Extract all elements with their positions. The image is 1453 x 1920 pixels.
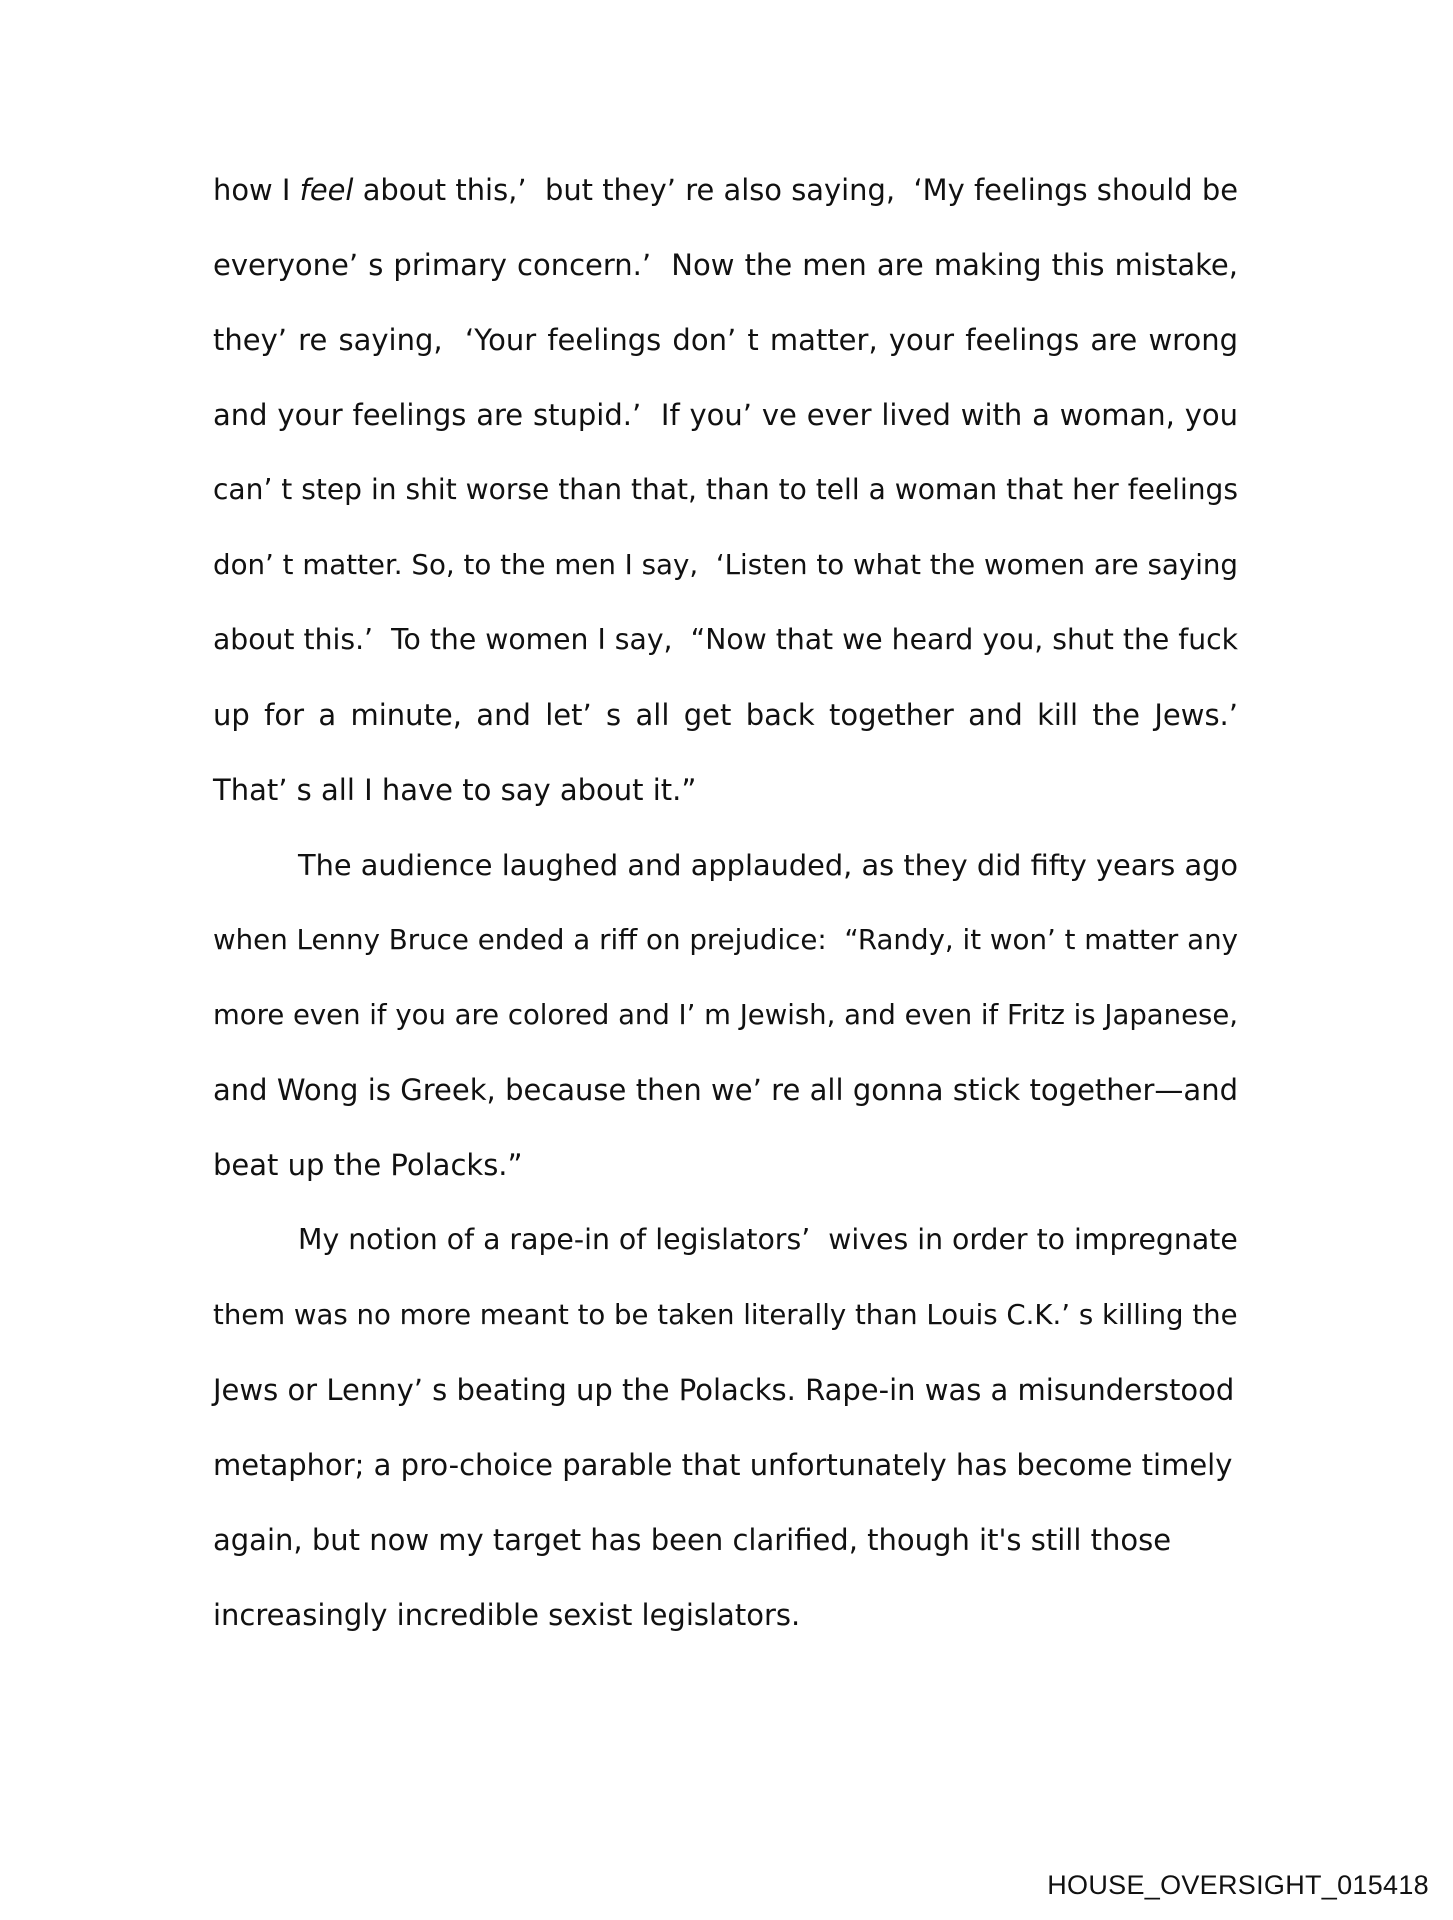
text-line	[213, 1510, 1238, 1585]
text-line	[213, 160, 1238, 235]
text-line	[213, 310, 1238, 385]
text-line	[213, 1285, 1238, 1360]
text-segment: they’ re saying, ‘Your feelings don’ t matter, your feelings are wrong	[213, 323, 1238, 357]
text-line	[213, 535, 1238, 610]
text-line	[213, 235, 1238, 310]
body-text	[213, 160, 1238, 1660]
text-line	[213, 910, 1238, 985]
text-segment: metaphor; a pro-choice parable that unfortunately has become timely	[213, 1448, 1233, 1482]
text-segment: increasingly incredible sexist legislators.	[213, 1598, 801, 1632]
text-segment: about this.’ To the women I say, “Now that we heard you, shut the fuck	[213, 623, 1238, 656]
text-line	[213, 760, 1238, 835]
text-segment: don’ t matter. So, to the men I say, ‘Listen to what the women are saying	[213, 548, 1238, 581]
text-segment: them was no more meant to be taken literally than Louis C.K.’ s killing the	[213, 1298, 1238, 1331]
text-segment: and your feelings are stupid.’ If you’ ve ever lived with a woman, you	[213, 398, 1238, 432]
text-line	[213, 1360, 1238, 1435]
text-line	[213, 460, 1238, 535]
text-line	[213, 1060, 1238, 1135]
bates-stamp: HOUSE_OVERSIGHT_015418	[1047, 1870, 1429, 1900]
text-segment: how I	[213, 173, 300, 207]
text-segment: about this,’ but they’ re also saying, ‘My feelings should be	[353, 173, 1238, 207]
text-segment: when Lenny Bruce ended a riff on prejudice: “Randy, it won’ t matter any	[213, 923, 1238, 956]
text-line	[213, 385, 1238, 460]
text-line	[213, 610, 1238, 685]
text-line	[213, 1585, 1238, 1660]
text-segment: up for a minute, and let’ s all get back together and kill the Jews.’	[213, 698, 1238, 732]
text-segment: again, but now my target has been clarified, though it's still those	[213, 1523, 1172, 1557]
text-line	[213, 985, 1238, 1060]
text-segment: beat up the Polacks.”	[213, 1148, 523, 1182]
text-segment: The audience laughed and applauded, as they did fifty years ago	[298, 848, 1238, 882]
text-segment: That’ s all I have to say about it.”	[213, 773, 697, 807]
text-line	[213, 1135, 1238, 1210]
text-segment: everyone’ s primary concern.’ Now the men are making this mistake,	[213, 248, 1238, 282]
text-segment: Jews or Lenny’ s beating up the Polacks. Rape-in was a misunderstood	[213, 1373, 1235, 1407]
text-segment: My notion of a rape-in of legislators’ wives in order to impregnate	[298, 1223, 1238, 1256]
text-line	[213, 835, 1238, 910]
text-segment: more even if you are colored and I’ m Jewish, and even if Fritz is Japanese,	[213, 999, 1238, 1031]
text-line	[213, 685, 1238, 760]
text-line	[213, 1435, 1238, 1510]
text-line	[213, 1210, 1238, 1285]
italic-text: feel	[299, 173, 354, 207]
text-segment: can’ t step in shit worse than that, than to tell a woman that her feelings	[213, 473, 1238, 506]
text-segment: and Wong is Greek, because then we’ re all gonna stick together—and	[213, 1073, 1238, 1107]
